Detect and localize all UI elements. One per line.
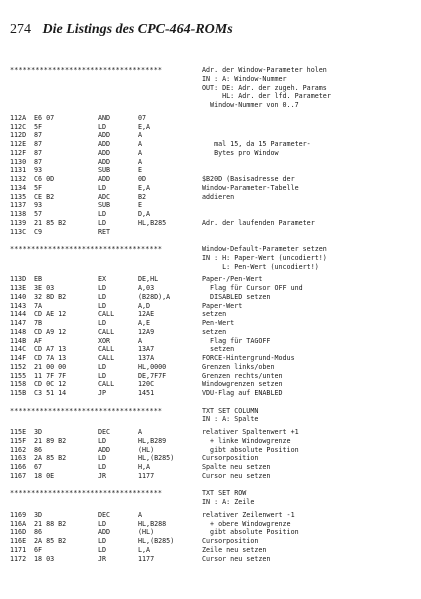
address: 1144 [10,310,27,319]
address: 1166 [10,463,27,471]
code-line [10,175,415,184]
address: 1155 [10,371,27,380]
code-line [10,123,415,132]
header-comment: L: Pen-Wert (uncodiert!) [202,262,319,271]
separator-stars: ************************************ [10,245,163,253]
operand: E,A [138,183,151,192]
address: 113E [10,284,27,292]
code-line [10,345,415,354]
operand: A [138,157,143,166]
operand: (HL) [138,528,155,537]
mnemonic: JR [98,471,107,480]
operand: A,E [138,319,151,327]
mnemonic: LD [98,519,107,528]
header-comment: TXT SET COLUMN [202,406,259,415]
mnemonic: ADD [98,148,111,157]
header-comment: TXT SET ROW [202,489,247,498]
operand: 12A9 [138,327,155,336]
line-comment: Windowgrenzen setzen [202,380,283,389]
listing-section [10,66,415,236]
section-header-row [10,66,415,75]
section-header-row [10,407,415,416]
opcode-bytes: 93 [34,166,43,175]
opcode-bytes: 67 [34,463,43,471]
operand: A,03 [138,284,155,292]
address: 114F [10,354,27,362]
address: 113C [10,227,27,236]
opcode-bytes: 87 [34,148,43,157]
line-comment: $B20D (Basisadresse der [202,175,295,183]
page-title: Die Listings des CPC-464-ROMs [42,22,233,37]
operand: 1177 [138,471,155,480]
address: 115E [10,428,27,436]
mnemonic: DEC [98,510,111,519]
code-line [10,454,415,463]
header-comment: OUT: DE: Adr. der zugeh. Params [202,83,327,92]
code-line [10,546,415,555]
operand: HL,B289 [138,436,167,445]
opcode-bytes: 21 88 B2 [34,519,67,528]
operand: 137A [138,354,155,362]
code-line [10,284,415,293]
address: 115F [10,436,27,445]
line-comment: VDU-Flag auf ENABLED [202,389,283,397]
mnemonic: ADC [98,192,111,201]
code-line [10,528,415,537]
address: 1137 [10,201,27,210]
mnemonic: LD [98,362,107,371]
line-comment: FORCE-Hintergrund-Modus [202,354,295,362]
line-comment: Pen-Wert [202,319,235,327]
address: 112D [10,131,27,140]
address: 114B [10,336,27,345]
mnemonic: CALL [98,345,115,354]
operand: A [138,131,143,140]
opcode-bytes: EB [34,275,43,284]
mnemonic: RET [98,227,111,236]
code-line [10,184,415,193]
opcode-bytes: 57 [34,210,43,218]
operand: 0D [138,175,147,183]
code-line [10,149,415,158]
assembly-listing [10,66,415,563]
address: 114C [10,345,27,354]
section-header-row [10,415,415,424]
operand: L,A [138,545,151,554]
operand: HL,B285 [138,218,167,227]
opcode-bytes: 18 03 [34,554,55,563]
opcode-bytes: CD A7 13 [34,345,67,354]
opcode-bytes: 2A 85 B2 [34,537,67,545]
operand: 12AE [138,310,155,319]
opcode-bytes: 2A 85 B2 [34,454,67,463]
listing-section [10,245,415,398]
opcode-bytes: CD A9 12 [34,327,67,336]
header-comment: IN : A: Window-Nummer [202,74,287,83]
operand: HL,(B285) [138,537,175,545]
opcode-bytes: 11 7F 7F [34,371,67,380]
header-comment: Window-Nummer von 0..7 [202,101,299,109]
line-comment: relativer Zeilenwert -1 [202,510,295,519]
opcode-bytes: 7A [34,301,43,310]
line-comment: Paper-Wert [202,301,243,310]
mnemonic: LD [98,183,107,192]
line-comment: setzen [202,310,227,319]
section-header-row [10,254,415,263]
code-line [10,354,415,363]
mnemonic: JP [98,389,107,397]
line-comment: Grenzen rechts/unten [202,371,283,380]
address: 1147 [10,319,27,327]
line-comment: gibt absolute Position [202,445,299,454]
line-comment: DISABLED setzen [202,292,271,301]
mnemonic: CALL [98,310,115,319]
mnemonic: ADD [98,157,111,166]
mnemonic: LD [98,537,107,545]
mnemonic: LD [98,301,107,310]
line-comment: Grenzen links/oben [202,362,275,371]
operand: A [138,428,143,436]
mnemonic: LD [98,454,107,463]
line-comment: Flag für TAGOFF [202,336,271,345]
opcode-bytes: 7B [34,319,43,327]
code-line [10,437,415,446]
code-line [10,201,415,210]
operand: A [138,510,143,519]
address: 1143 [10,301,27,310]
operand: 07 [138,113,147,122]
mnemonic: LD [98,545,107,554]
operand: 1177 [138,554,155,563]
code-line [10,310,415,319]
mnemonic: CALL [98,327,115,336]
opcode-bytes: CE B2 [34,192,55,201]
operand: A,D [138,301,151,310]
mnemonic: ADD [98,140,111,148]
mnemonic: ADD [98,131,111,140]
section-header-row [10,498,415,507]
address: 1167 [10,471,27,480]
header-comment: Adr. der Window-Parameter holen [202,66,327,74]
opcode-bytes: 3D [34,428,43,436]
line-comment: mal 15, da 15 Parameter- [202,140,311,148]
line-comment: + obere Windowgrenze [202,519,291,528]
mnemonic: XOR [98,336,111,345]
code-line [10,275,415,284]
code-line [10,158,415,167]
address: 116A [10,519,27,528]
line-comment: Bytes pro Window [202,148,279,157]
line-comment: Cursor neu setzen [202,471,271,480]
opcode-bytes: 87 [34,157,43,166]
line-comment: Flag für Cursor OFF und [202,284,303,292]
line-comment: Spalte neu setzen [202,463,271,471]
section-header-row [10,75,415,84]
operand: D,A [138,210,151,218]
code-line [10,228,415,237]
code-line [10,131,415,140]
code-line [10,472,415,481]
mnemonic: ADD [98,528,111,537]
mnemonic: LD [98,319,107,327]
page-number: 274 [10,22,31,37]
line-comment: gibt absolute Position [202,528,299,537]
opcode-bytes: 87 [34,140,43,148]
line-comment: + linke Windowgrenze [202,436,291,445]
mnemonic: ADD [98,445,111,454]
opcode-bytes: 3D [34,510,43,519]
mnemonic: SUB [98,166,111,175]
opcode-bytes: 86 [34,445,43,454]
header-comment: HL: Adr. der lfd. Parameter [202,92,331,101]
code-line [10,537,415,546]
section-header-row [10,101,415,110]
operand: A [138,140,143,148]
section-header-row [10,489,415,498]
separator-stars: ************************************ [10,66,163,74]
operand: HL,B288 [138,519,167,528]
section-gap [10,236,415,245]
operand: 120C [138,380,155,389]
operand: E [138,166,143,175]
opcode-bytes: 21 89 B2 [34,436,67,445]
code-line [10,511,415,520]
line-comment: setzen [202,327,227,336]
listing-section [10,489,415,563]
code-line [10,193,415,202]
address: 1163 [10,454,27,463]
code-line [10,389,415,398]
operand: HL,0000 [138,362,167,371]
section-gap [10,481,415,490]
header-comment: IN : A: Zeile [202,498,255,506]
code-line [10,210,415,219]
address: 113D [10,275,27,284]
mnemonic: LD [98,218,107,227]
mnemonic: AND [98,113,111,122]
operand: (B28D),A [138,292,171,301]
address: 1134 [10,183,27,192]
operand: A [138,336,143,345]
address: 1139 [10,218,27,227]
section-header-row [10,84,415,93]
address: 1132 [10,175,27,183]
line-comment: Adr. der laufenden Parameter [202,218,315,227]
address: 112A [10,113,27,122]
code-line [10,166,415,175]
mnemonic: ADD [98,175,111,183]
address: 1169 [10,510,27,519]
mnemonic: SUB [98,201,111,210]
address: 1148 [10,327,27,336]
address: 1135 [10,192,27,201]
address: 1162 [10,445,27,454]
opcode-bytes: AF [34,336,43,345]
operand: E,A [138,122,151,131]
opcode-bytes: 87 [34,131,43,140]
mnemonic: EX [98,275,107,284]
opcode-bytes: C3 51 14 [34,389,67,397]
operand: H,A [138,463,151,471]
operand: DE,7F7F [138,371,167,380]
code-line [10,328,415,337]
opcode-bytes: CD AE 12 [34,310,67,319]
code-line [10,555,415,564]
section-header-row [10,263,415,272]
listing-section [10,407,415,481]
operand: B2 [138,192,147,201]
separator-stars: ************************************ [10,406,163,415]
opcode-bytes: 3E 03 [34,284,55,292]
mnemonic: LD [98,210,107,218]
line-comment: Window-Parameter-Tabelle [202,183,299,192]
code-line [10,428,415,437]
section-header-row [10,92,415,101]
address: 1158 [10,380,27,389]
address: 1152 [10,362,27,371]
opcode-bytes: C9 [34,227,43,236]
line-comment: Zeile neu setzen [202,545,267,554]
address: 1171 [10,545,27,554]
address: 115B [10,389,27,397]
opcode-bytes: E6 07 [34,113,55,122]
line-comment: relativer Spaltenwert +1 [202,428,299,436]
mnemonic: CALL [98,354,115,362]
operand: 1451 [138,389,155,397]
address: 1130 [10,157,27,166]
address: 1140 [10,292,27,301]
address: 112F [10,148,27,157]
line-comment: setzen [202,345,235,354]
header-comment: IN : H: Paper-Wert (uncodiert!) [202,253,327,262]
opcode-bytes: C6 0D [34,175,55,183]
section-header-row [10,245,415,254]
code-line [10,140,415,149]
mnemonic: LD [98,436,107,445]
page-header [10,22,233,38]
code-line [10,446,415,455]
mnemonic: LD [98,122,107,131]
address: 1172 [10,554,27,563]
mnemonic: LD [98,463,107,471]
operand: HL,(B285) [138,454,175,463]
code-line [10,114,415,123]
header-comment: Window-Default-Parameter setzen [202,245,327,253]
code-line [10,520,415,529]
opcode-bytes: 86 [34,528,43,537]
operand: A [138,148,143,157]
line-comment: addieren [202,192,235,201]
opcode-bytes: 6F [34,545,43,554]
line-comment: Cursor neu setzen [202,554,271,563]
code-line [10,319,415,328]
mnemonic: LD [98,371,107,380]
code-line [10,380,415,389]
line-comment: Cursorposition [202,454,259,463]
code-line [10,293,415,302]
mnemonic: LD [98,292,107,301]
opcode-bytes: CD 7A 13 [34,354,67,362]
opcode-bytes: 21 00 00 [34,362,67,371]
code-line [10,219,415,228]
opcode-bytes: 5F [34,122,43,131]
operand: 13A7 [138,345,155,354]
mnemonic: JR [98,554,107,563]
code-line [10,363,415,372]
address: 1131 [10,166,27,175]
address: 112E [10,140,27,148]
code-line [10,337,415,346]
section-gap [10,398,415,407]
opcode-bytes: 18 0E [34,471,55,480]
header-comment: IN : A: Spalte [202,415,259,424]
opcode-bytes: 93 [34,201,43,210]
opcode-bytes: 32 8D B2 [34,292,67,301]
mnemonic: LD [98,284,107,292]
operand: E [138,201,143,210]
opcode-bytes: 5F [34,183,43,192]
opcode-bytes: 21 85 B2 [34,218,67,227]
line-comment: Cursorposition [202,537,259,545]
address: 116D [10,528,27,537]
address: 112C [10,122,27,131]
code-line [10,463,415,472]
mnemonic: DEC [98,428,111,436]
code-line [10,302,415,311]
opcode-bytes: CD 0C 12 [34,380,67,389]
code-line [10,372,415,381]
address: 116E [10,537,27,545]
address: 1138 [10,210,27,218]
operand: DE,HL [138,275,159,284]
mnemonic: CALL [98,380,115,389]
line-comment: Paper-/Pen-Wert [202,275,263,284]
separator-stars: ************************************ [10,489,163,498]
operand: (HL) [138,445,155,454]
